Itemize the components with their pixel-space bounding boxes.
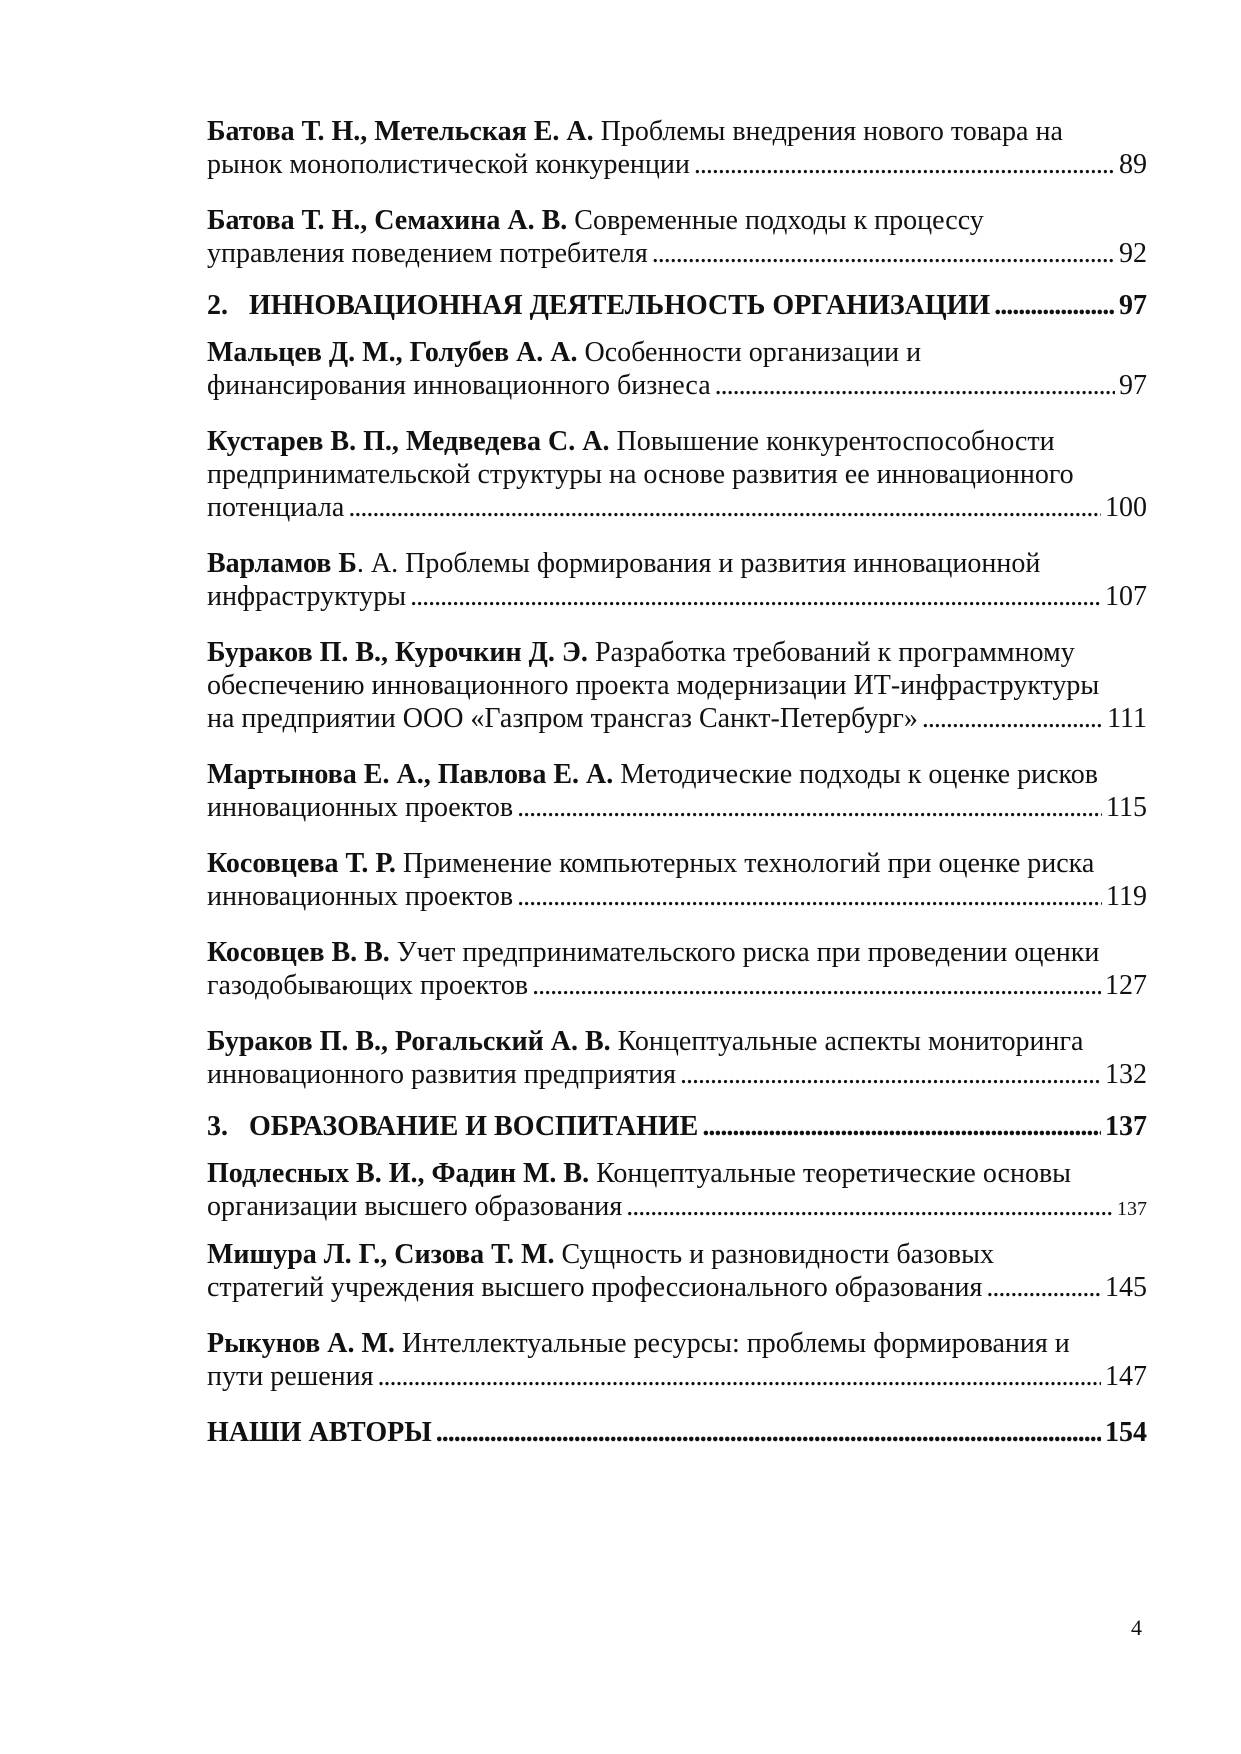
toc-entry: [207, 204, 1147, 270]
toc-entry-page: 97: [1119, 370, 1147, 401]
toc-entry-title: Особенности организации и: [584, 337, 922, 368]
section-page: 137: [1105, 1111, 1147, 1142]
final-page: 154: [1105, 1417, 1147, 1448]
toc-entry-authors: Косовцев В. В.: [207, 937, 390, 968]
dot-leader: [680, 1058, 1101, 1091]
toc-entry-authors: Бураков П. В., Курочкин Д. Э.: [207, 637, 588, 668]
toc-entry: [207, 636, 1147, 735]
section-number: 3.: [207, 1111, 228, 1142]
toc-entry: [207, 936, 1147, 1002]
toc-entry: [207, 847, 1147, 913]
dot-leader: [986, 1271, 1101, 1304]
toc-entry-title: Современные подходы к процессу: [574, 205, 984, 236]
toc-entry-authors: Рыкунов А. М.: [207, 1328, 395, 1359]
table-of-contents: [207, 115, 1147, 1449]
toc-entry-title-cont: на предприятии ООО «Газпром трансгаз Санкт-Петербург»: [207, 703, 918, 734]
toc-entry-title-cont: финансирования инновационного бизнеса: [207, 370, 711, 401]
toc-entry-title-cont: инфраструктуры: [207, 581, 407, 612]
toc-entry-title-cont: обеспечению инновационного проекта модернизации ИТ-инфраструктуры: [207, 670, 1100, 701]
dot-leader: [410, 580, 1101, 613]
toc-entry-page: 107: [1105, 581, 1147, 612]
toc-entry: [207, 1327, 1147, 1393]
toc-entry-page: 119: [1106, 881, 1147, 912]
toc-entry: [207, 1238, 1147, 1304]
toc-entry-authors: Мартынова Е. А., Павлова Е. А.: [207, 759, 614, 790]
toc-entry-page: 89: [1119, 149, 1147, 180]
toc-entry-title: Сущность и разновидности базовых: [561, 1239, 994, 1270]
dot-leader: [694, 148, 1115, 181]
toc-entry-page: 137: [1117, 1198, 1147, 1220]
toc-entry-title: Концептуальные аспекты мониторинга: [617, 1026, 1084, 1057]
dot-leader: [626, 1190, 1113, 1223]
toc-entry-page: 100: [1105, 492, 1147, 523]
toc-entry-authors: Подлесных В. И., Фадин М. В.: [207, 1158, 590, 1189]
dot-leader: [348, 491, 1101, 524]
toc-section-heading: [207, 289, 1147, 322]
toc-entry-page: 92: [1119, 238, 1147, 269]
toc-entry-page: 147: [1105, 1361, 1147, 1392]
toc-entry-title-cont: инновационного развития предприятия: [207, 1059, 676, 1090]
dot-leader: [377, 1360, 1101, 1393]
toc-entry-title-cont: организации высшего образования: [207, 1191, 623, 1222]
toc-entry-title-cont: инновационных проектов: [207, 792, 514, 823]
toc-entry: [207, 1025, 1147, 1091]
toc-entry-title: Концептуальные теоретические основы: [596, 1158, 1071, 1189]
section-title: ИННОВАЦИОННАЯ ДЕЯТЕЛЬНОСТЬ ОРГАНИЗАЦИИ: [249, 290, 991, 321]
dot-leader: [702, 1110, 1101, 1143]
toc-entry-title-cont: газодобывающих проектов: [207, 970, 529, 1001]
toc-entry-title: Проблемы внедрения нового товара на: [600, 116, 1063, 147]
toc-entry: [207, 758, 1147, 824]
toc-entry-title-cont: пути решения: [207, 1361, 374, 1392]
toc-entry-title-cont: предпринимательской структуры на основе развития ее инновационного: [207, 459, 1074, 490]
toc-entry-authors: Варламов Б: [207, 548, 357, 579]
toc-entry-title: Применение компьютерных технологий при оценке риска: [402, 848, 1095, 879]
toc-entry-title: Проблемы формирования и развития инновационной: [405, 548, 1041, 579]
final-title: НАШИ АВТОРЫ: [207, 1417, 432, 1448]
toc-entry: [207, 425, 1147, 524]
toc-entry-title: Учет предпринимательского риска при проведении оценки: [396, 937, 1100, 968]
toc-entry: [207, 336, 1147, 402]
toc-entry-authors: Кустарев В. П., Медведева С. А.: [207, 426, 610, 457]
dot-leader: [715, 369, 1115, 402]
toc-entry: [207, 115, 1147, 181]
toc-entry-page: 145: [1105, 1272, 1147, 1303]
toc-entry-title: Повышение конкурентоспособности: [616, 426, 1055, 457]
toc-entry-authors: Батова Т. Н., Метельская Е. А.: [207, 116, 594, 147]
toc-entry-authors: Мишура Л. Г., Сизова Т. М.: [207, 1239, 555, 1270]
toc-section-heading: [207, 1110, 1147, 1143]
toc-entry-page: 115: [1106, 792, 1147, 823]
toc-entry-title: Методические подходы к оценке рисков: [620, 759, 1098, 790]
toc-entry-title-cont: рынок монополистической конкуренции: [207, 149, 690, 180]
section-number: 2.: [207, 290, 228, 321]
toc-entry-page: 132: [1105, 1059, 1147, 1090]
dot-leader: [652, 237, 1115, 270]
dot-leader: [517, 791, 1102, 824]
dot-leader: [994, 289, 1115, 322]
toc-final-heading: [207, 1416, 1147, 1449]
toc-entry-authors: Косовцева Т. Р.: [207, 848, 396, 879]
section-title: ОБРАЗОВАНИЕ И ВОСПИТАНИЕ: [249, 1111, 699, 1142]
toc-entry-title: Интеллектуальные ресурсы: проблемы формирования и: [401, 1328, 1070, 1359]
toc-entry-title-cont: инновационных проектов: [207, 881, 514, 912]
toc-entry-title: Разработка требований к программному: [594, 637, 1075, 668]
toc-entry-title-cont: стратегий учреждения высшего профессионального образования: [207, 1272, 983, 1303]
toc-entry-authors: Мальцев Д. М., Голубев А. А.: [207, 337, 578, 368]
dot-leader: [922, 702, 1103, 735]
toc-entry: [207, 1157, 1147, 1226]
toc-entry-authors: Бураков П. В., Рогальский А. В.: [207, 1026, 611, 1057]
toc-entry-title-cont: потенциала: [207, 492, 345, 523]
section-page: 97: [1119, 290, 1147, 321]
toc-entry: [207, 547, 1147, 613]
dot-leader: [532, 969, 1101, 1002]
toc-entry-authors-tail: . А.: [356, 548, 399, 579]
page-number: 4: [1131, 1615, 1142, 1640]
dot-leader: [517, 880, 1102, 913]
toc-entry-page: 111: [1107, 703, 1147, 734]
dot-leader: [436, 1416, 1101, 1449]
toc-entry-authors: Батова Т. Н., Семахина А. В.: [207, 205, 568, 236]
toc-entry-page: 127: [1105, 970, 1147, 1001]
toc-entry-title-cont: управления поведением потребителя: [207, 238, 648, 269]
